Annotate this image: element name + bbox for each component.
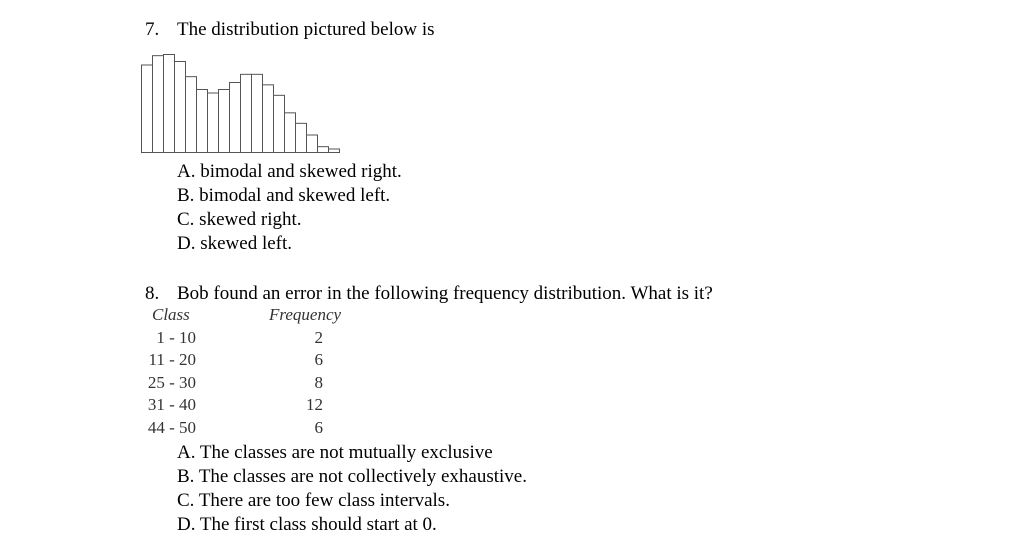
header-class: Class (152, 305, 190, 324)
histogram-bar (230, 83, 241, 153)
cell-frequency: 6 (314, 350, 323, 370)
question-8-text: Bob found an error in the following frequency distribution. What is it? (177, 283, 713, 304)
table-header-row (130, 304, 370, 327)
cell-class: 11 - 20 (148, 350, 196, 370)
table-row (130, 349, 370, 372)
cell-class: 25 - 30 (147, 372, 196, 392)
histogram-bar (208, 93, 219, 153)
cell-class: 44 - 50 (147, 417, 196, 437)
q8-choice-a[interactable]: A. The classes are not mutually exclusive (177, 442, 493, 463)
q7-choice-a[interactable]: A. bimodal and skewed right. (177, 161, 402, 182)
histogram-bar (307, 135, 318, 153)
histogram-bar (285, 113, 296, 153)
table-row (130, 417, 370, 440)
histogram-bar (186, 77, 197, 153)
cell-class: 1 - 10 (156, 327, 196, 347)
question-7-choices (177, 160, 402, 256)
histogram-bar (296, 123, 307, 152)
question-8-title (145, 283, 713, 305)
histogram-bar (263, 85, 274, 153)
histogram-bar (153, 56, 164, 153)
table-row (130, 394, 370, 417)
histogram-bar (142, 65, 153, 153)
table-row (130, 327, 370, 350)
histogram-bar (241, 74, 252, 152)
q7-choice-b[interactable]: B. bimodal and skewed left. (177, 185, 391, 206)
histogram-bar (252, 74, 263, 152)
histogram-bar (219, 90, 230, 153)
cell-frequency: 8 (314, 372, 323, 392)
question-8-number: 8. (145, 283, 160, 304)
q8-choice-b[interactable]: B. The classes are not collectively exhaustive. (177, 466, 527, 487)
histogram-bar (318, 147, 329, 153)
cell-class: 31 - 40 (147, 395, 196, 415)
question-8-choices (177, 441, 527, 537)
histogram-bar (164, 55, 175, 153)
histogram-bar (197, 90, 208, 153)
q7-choice-d[interactable]: D. skewed left. (177, 233, 293, 254)
question-7-number: 7. (145, 19, 160, 40)
q8-choice-d[interactable]: D. The first class should start at 0. (177, 514, 437, 535)
cell-frequency: 12 (306, 395, 323, 415)
frequency-table (130, 304, 370, 440)
histogram-bar (274, 95, 285, 152)
histogram-chart (139, 42, 343, 156)
question-7-text: The distribution pictured below is (177, 19, 435, 40)
histogram-bar (329, 149, 340, 153)
histogram-bar (175, 62, 186, 153)
question-7-title (145, 19, 435, 41)
cell-frequency: 6 (314, 417, 323, 437)
header-frequency: Frequency (269, 305, 342, 324)
q7-choice-c[interactable]: C. skewed right. (177, 209, 302, 230)
q8-choice-c[interactable]: C. There are too few class intervals. (177, 490, 450, 511)
table-row (130, 372, 370, 395)
cell-frequency: 2 (314, 327, 323, 347)
